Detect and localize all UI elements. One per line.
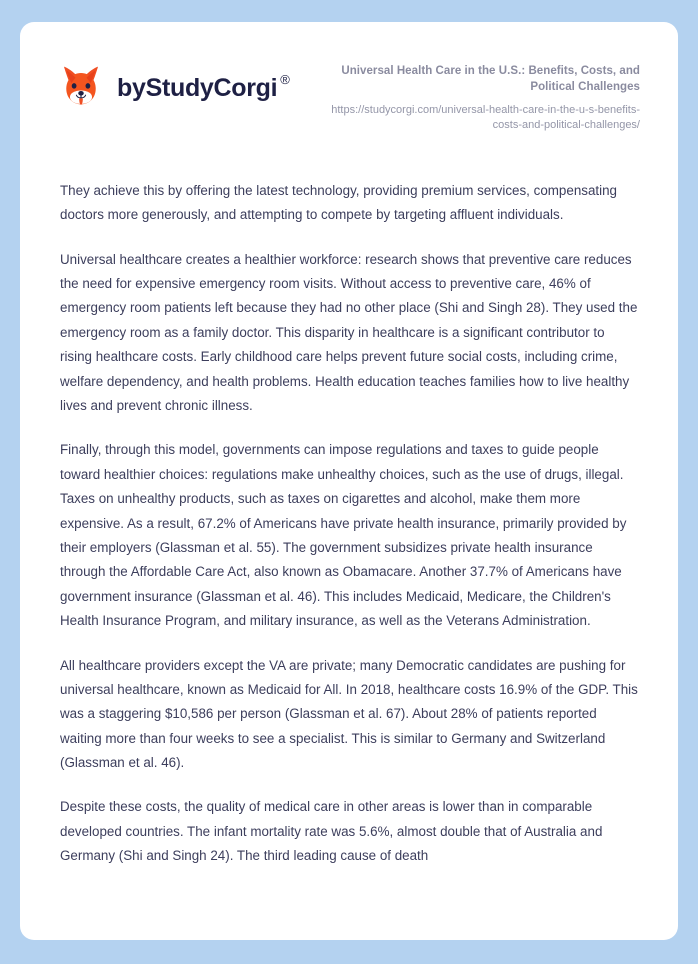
document-body <box>20 179 678 869</box>
corgi-face-icon <box>58 62 104 108</box>
paragraph: Despite these costs, the quality of medical care in other areas is lower than in comparable developed countries. The infant mortality rate was 5.6%, almost double that of Australia and Germany (Shi and Singh 24). The third leading cause of death <box>60 799 603 864</box>
studycorgi-brand[interactable] <box>58 60 290 108</box>
studycorgi-wordmark <box>117 70 290 101</box>
page-title: Universal Health Care in the U.S.: Benefits, Costs, and Political Challenges <box>341 65 640 94</box>
document-header <box>20 22 678 134</box>
brand-name: StudyCorgi <box>145 73 278 102</box>
document-page-card <box>20 22 678 940</box>
paragraph: They achieve this by offering the latest technology, providing premium services, compensating doctors more generously, and attempting to compete by targeting affluent individuals. <box>60 182 617 223</box>
paragraph: Finally, through this model, governments can impose regulations and taxes to guide people toward healthier choices: regulations make unhealthy choices, such as the use of drugs, illegal. Taxes on unhealthy products, such as taxes on cigarettes and alcohol, make them more expensive. As a result, 67.2% of Americans have private health insurance, primarily provided by their employers (Glassman et al. 55). The government subsidizes private health insurance through the Affordable Care Act, also known as Obamacare. Another 37.7% of Americans have government insurance (Glassman et al. 46). This includes Medicaid, Medicare, the Children's Health Insurance Program, and military insurance, as well as the Veterans Administration. <box>60 442 627 629</box>
paragraph: Universal healthcare creates a healthier workforce: research shows that preventive care reduces the need for expensive emergency room visits. Without access to preventive care, 46% of emergency room patients left because they had no other place (Shi and Singh 28). They used the emergency room as a family doctor. This disparity in healthcare is a significant contributor to rising healthcare costs. Early childhood care helps prevent future social costs, including crime, welfare dependency, and health problems. Health education teaches families how to live healthy lives and prevent chronic illness. <box>60 251 638 413</box>
paragraph: All healthcare providers except the VA are private; many Democratic candidates are pushing for universal healthcare, known as Medicaid for All. In 2018, healthcare costs 16.9% of the GDP. This was a staggering $10,586 per person (Glassman et al. 67). About 28% of patients reported waiting more than four weeks to see a specialist. This is similar to Germany and Switzerland (Glassman et al. 46). <box>60 657 638 771</box>
brand-prefix: by <box>117 73 146 102</box>
registered-trademark-icon: ® <box>280 71 290 87</box>
document-meta <box>310 60 640 134</box>
source-url[interactable]: https://studycorgi.com/universal-health-care-in-the-u-s-benefits-costs-and-political-challenges/ <box>331 103 640 132</box>
